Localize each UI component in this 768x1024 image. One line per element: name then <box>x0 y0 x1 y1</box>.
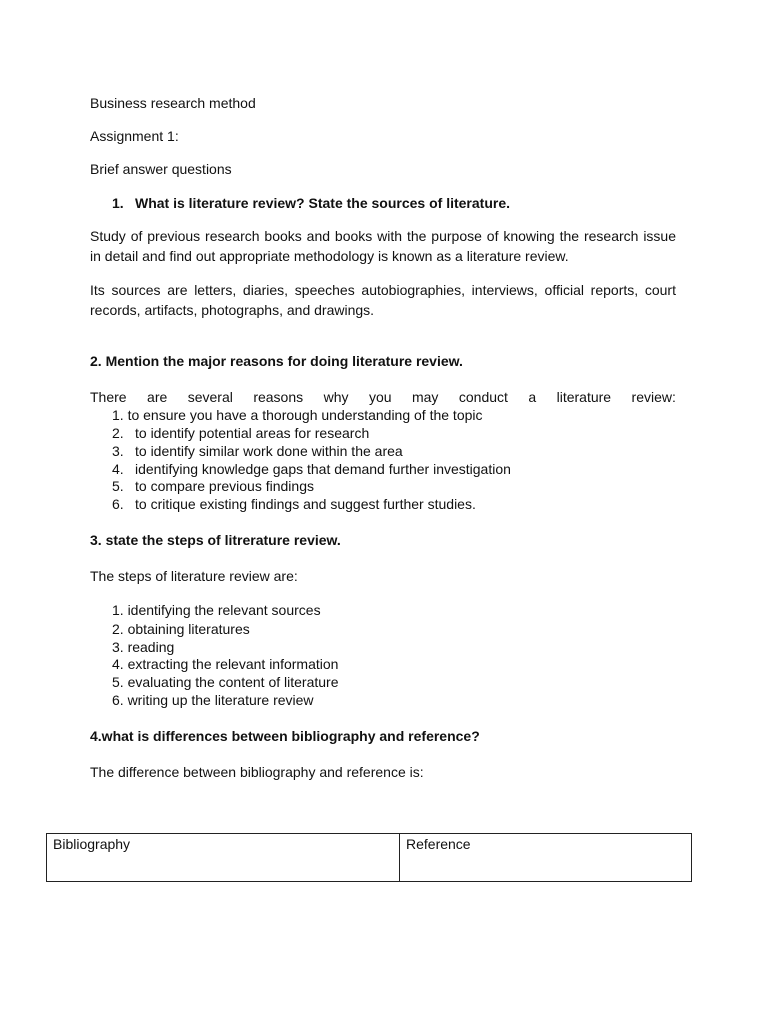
list-item: 3. reading <box>112 639 175 655</box>
list-item <box>112 424 369 442</box>
q2-heading: 2. Mention the major reasons for doing literature review. <box>90 353 463 369</box>
table-header-cell: Bibliography <box>47 834 400 882</box>
list-item <box>112 460 511 478</box>
q3-intro: The steps of literature review are: <box>90 568 298 584</box>
list-item-number: 1. <box>112 407 124 423</box>
q2-intro-word: a <box>528 389 537 405</box>
q1-answer-paragraph-2: Its sources are letters, diaries, speeches autobiographies, interviews, official reports, court records, artifacts, photographs, and drawings. <box>90 282 676 318</box>
q2-intro-word: you <box>368 389 392 405</box>
list-item-number: 4. <box>112 461 124 477</box>
comparison-table <box>46 833 692 882</box>
q1-answer-paragraph-1: Study of previous research books and books with the purpose of knowing the research issue in detail and find out appropriate methodology is known as a literature review. <box>90 228 676 264</box>
list-item-text: to identify potential areas for research <box>135 425 370 441</box>
q2-intro-word: review: <box>631 389 676 405</box>
q4-heading: 4.what is differences between bibliography and reference? <box>90 728 480 744</box>
assignment-title: Assignment 1: <box>90 128 179 144</box>
course-title: Business research method <box>90 95 256 111</box>
q4-intro: The difference between bibliography and reference is: <box>90 764 424 780</box>
list-item-number: 3. <box>112 443 124 459</box>
list-item <box>112 442 403 460</box>
list-item <box>112 477 314 495</box>
list-item-text: to identify similar work done within the area <box>135 443 403 459</box>
q1-number: 1. <box>112 195 124 211</box>
q2-intro-word: conduct <box>458 389 508 405</box>
list-item-number: 6. <box>112 496 124 512</box>
section-title: Brief answer questions <box>90 161 232 177</box>
q2-intro-word: are <box>147 389 168 405</box>
q2-intro <box>90 388 676 406</box>
q2-intro-word: may <box>411 389 439 405</box>
q2-intro-word: several <box>187 389 233 405</box>
list-item-text: to compare previous findings <box>135 478 314 494</box>
q2-intro-word: There <box>90 389 127 405</box>
q3-heading: 3. state the steps of litrerature review. <box>90 532 341 548</box>
q2-intro-word: why <box>323 389 349 405</box>
q1-title: What is literature review? State the sources of literature. <box>135 195 510 211</box>
table-header-cell: Reference <box>400 834 692 882</box>
list-item <box>112 495 476 513</box>
list-item-text: identifying knowledge gaps that demand further investigation <box>135 461 511 477</box>
list-item-number: 2. <box>112 425 124 441</box>
list-item-text: to ensure you have a thorough understanding of the topic <box>127 407 483 423</box>
list-item: 1. identifying the relevant sources <box>112 602 321 618</box>
table-row <box>47 834 692 882</box>
list-item <box>112 406 483 424</box>
list-item: 4. extracting the relevant information <box>112 656 339 672</box>
list-item: 5. evaluating the content of literature <box>112 674 339 690</box>
q1-heading <box>112 194 510 212</box>
q2-intro-word: reasons <box>253 389 304 405</box>
list-item-number: 5. <box>112 478 124 494</box>
list-item: 6. writing up the literature review <box>112 692 314 708</box>
q2-intro-word: literature <box>556 389 612 405</box>
list-item: 2. obtaining literatures <box>112 621 250 637</box>
list-item-text: to critique existing findings and suggest further studies. <box>135 496 476 512</box>
